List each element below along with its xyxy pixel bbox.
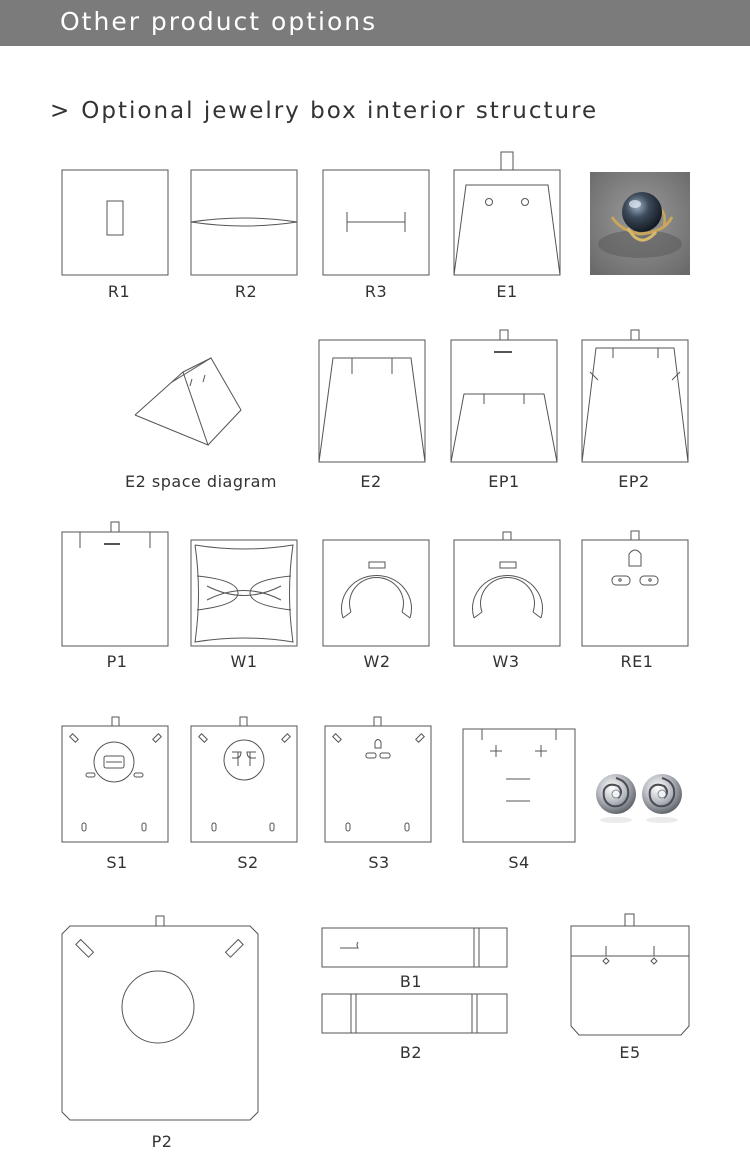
label-e2-space: E2 space diagram [125, 472, 277, 491]
label-s3: S3 [368, 853, 390, 872]
diagram-s1 [62, 717, 168, 842]
label-b2: B2 [399, 1043, 423, 1062]
label-w3: W3 [492, 652, 520, 671]
diagram-e1 [454, 152, 560, 275]
diagram-ep2 [582, 330, 688, 462]
diagram-e5 [571, 914, 689, 1035]
label-r3: R3 [364, 282, 388, 301]
label-p1: P1 [106, 652, 128, 671]
diagram-re1 [582, 531, 688, 646]
diagram-s3 [325, 717, 431, 842]
diagram-w2 [323, 540, 429, 646]
diagram-w3 [454, 532, 560, 646]
label-e2: E2 [360, 472, 382, 491]
label-s2: S2 [237, 853, 259, 872]
diagram-p1 [62, 522, 168, 646]
diagram-b1 [322, 928, 507, 967]
label-w2: W2 [363, 652, 391, 671]
label-r2: R2 [234, 282, 258, 301]
arrow-icon: > [50, 98, 72, 124]
rose-stud-earrings-photo [592, 768, 688, 828]
label-s1: S1 [106, 853, 128, 872]
label-s4: S4 [508, 853, 530, 872]
label-ep2: EP2 [618, 472, 650, 491]
diagram-s4 [463, 729, 575, 842]
diagram-b2 [322, 994, 507, 1033]
label-r1: R1 [107, 282, 131, 301]
header-title: Other product options [60, 7, 378, 36]
label-w1: W1 [230, 652, 258, 671]
diagram-p2 [62, 916, 258, 1120]
label-b1: B1 [399, 972, 423, 991]
diagram-r1 [62, 170, 168, 275]
label-e5: E5 [619, 1043, 641, 1062]
label-re1: RE1 [620, 652, 654, 671]
diagram-e2-space [135, 358, 241, 445]
diagram-ep1 [451, 330, 557, 462]
pearl-ring-photo [590, 172, 690, 275]
label-p2: P2 [151, 1132, 173, 1151]
diagram-s2 [191, 717, 297, 842]
section-title-text: Optional jewelry box interior structure [81, 98, 599, 124]
label-e1: E1 [496, 282, 518, 301]
diagram-e2 [319, 340, 425, 462]
diagram-r2 [191, 170, 297, 275]
diagram-w1 [191, 540, 297, 646]
label-ep1: EP1 [488, 472, 520, 491]
diagram-r3 [323, 170, 429, 275]
